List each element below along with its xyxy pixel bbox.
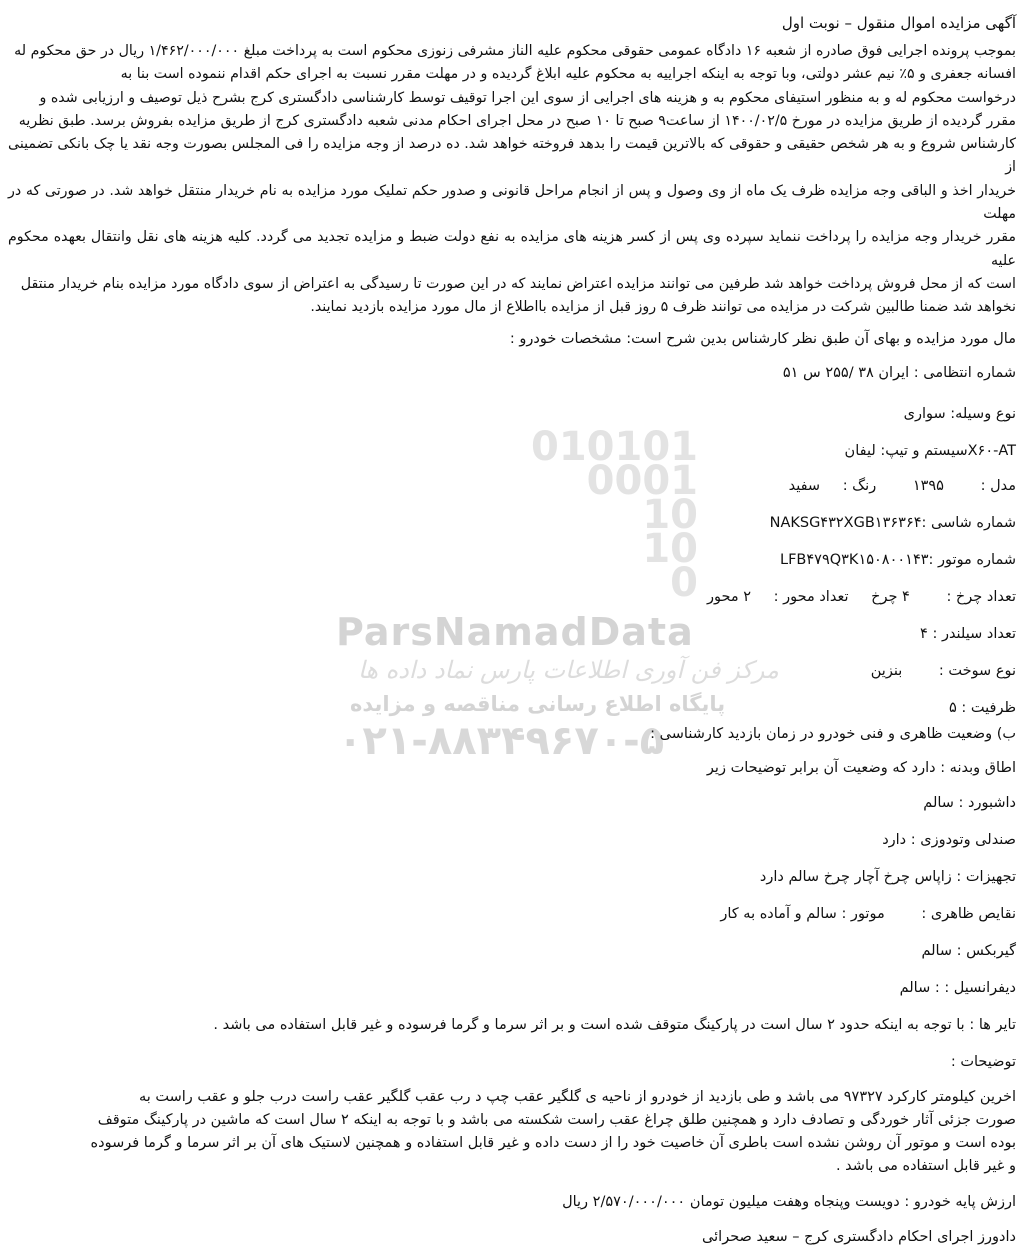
model-color: [8, 475, 1016, 498]
color-value: سفید: [788, 477, 821, 494]
notice-content: [8, 8, 1016, 1249]
watermark-digits-line: 0: [670, 560, 698, 606]
dashboard: داشبورد : سالم: [923, 794, 1016, 811]
system-label: سیستم و تیپ: لیفان: [844, 442, 968, 459]
cylinders: تعداد سیلندر : ۴: [920, 625, 1016, 642]
plate-number: شماره انتظامی : ایران ۳۸ /۲۵۵ س ۵۱: [782, 364, 1016, 381]
tires: تایر ها : با توجه به اینکه حدود ۲ سال است در پارکینگ متوقف شده است و بر اثر سرما و گرما فرسوده و غیر قابل استفاده می باشد .: [213, 1016, 1016, 1033]
seats: صندلی وتودوزی : دارد: [882, 831, 1016, 848]
property-intro: مال مورد مزایده و بهای آن طبق نظر کارشناس بدین شرح است: مشخصات خودرو :: [509, 330, 1016, 347]
notes-line: و غیر قابل استفاده می باشد .: [835, 1158, 1016, 1175]
body-line: مقرر گردیده از طریق مزایده در مورخ ۱۴۰۰/۰۲/۵ از ساعت۹ صبح تا ۱۰ صبح در محل اجرای احکام مدنی شعبه دادگستری کرج از طریق مزایده بفروش برسد. طبق نظریه: [18, 112, 1016, 129]
model-label: مدل :: [980, 477, 1016, 494]
wheels-axles: [8, 586, 1016, 609]
engine-number: [8, 549, 1016, 572]
body-line: است که از محل فروش پرداخت خواهد شد طرفین می توانند مزایده اعتراض نمایند که در این صورت تا رسیدگی به اعتراض از سوی دادگاه مورد مزایده بنام خریدار منتقل: [20, 275, 1016, 292]
gearbox: گیربکس : سالم: [921, 942, 1016, 959]
color-label: رنگ :: [842, 477, 877, 494]
base-value: ارزش پایه خودرو : دویست وپنجاه وهفت میلیون تومان ۲/۵۷۰/۰۰۰/۰۰۰ ریال: [562, 1193, 1016, 1210]
defects-engine: [8, 903, 1016, 926]
watermark-digits-line: 10: [642, 492, 698, 538]
body-line: کارشناس شروع و به هر شخص حقیقی و حقوقی که بالاترین قیمت را بدهد فروخته خواهد شد. ده درصد از وجه مزایده را فی المجلس بصورت وجه نقد یا چک بانکی تضمینی از: [8, 136, 1016, 176]
body-line: مقرر خریدار وجه مزایده را پرداخت ننماید سپرده وی پس از کسر هزینه های مزایده به نفع دولت ضبط و مزایده تجدید می گردد. کلیه هزینه های نقل وانتقال بعهده محکوم علیه: [8, 229, 1016, 269]
body-line: بموجب پرونده اجرایی فوق صادره از شعبه ۱۶ دادگاه عمومی حقوقی محکوم علیه الناز مشرفی زنوزی محکوم است به پرداخت مبلغ ۱/۴۶۲/۰۰۰/۰۰۰ ریال در حق محکوم له: [14, 43, 1016, 59]
notes-line: صورت جزئی آثار خوردگی و تصادف دارد و همچنین طلق چراغ عقب راست شکسته می باشد و با توجه به اینکه ۲ سال است که ماشین در پارکینگ متوقف: [97, 1111, 1016, 1128]
fuel-value: بنزین: [870, 662, 903, 679]
body-line: درخواست محکوم له و به منظور استیفای محکوم به و هزینه های اجرایی از سوی این اجرا توقیف توسط کارشناسی دادگستری کرج بشرح ذیل توصیف و ارزیابی شده و: [39, 89, 1016, 106]
defects-label: نقایص ظاهری :: [921, 905, 1016, 922]
engine-label: شماره موتور :: [928, 551, 1016, 568]
watermark-brand: ParsNamadData: [336, 610, 694, 654]
engine-condition: موتور : سالم و آماده به کار: [720, 905, 885, 922]
watermark-digits-line: 10: [642, 526, 698, 572]
watermark-phone: ۰۲۱-۸۸۳۴۹۶۷۰-۵: [338, 718, 665, 764]
vehicle-type: نوع وسیله: سواری: [903, 405, 1016, 422]
fuel-label: نوع سوخت :: [938, 662, 1016, 679]
body-line: افسانه جعفری و ۵٪ نیم عشر دولتی، وبا توجه به اینکه اجراییه به محکوم علیه ابلاغ گردیده و در مهلت مقرر نسبت به اجرای حکم اقدام ننموده است بنا به: [120, 66, 1016, 83]
differential: دیفرانسیل : : سالم: [899, 979, 1016, 996]
notice-title: آگهی مزایده اموال منقول – نوبت اول: [781, 14, 1016, 32]
chassis-number: [8, 512, 1016, 535]
watermark-tagline: مرکز فن آوری اطلاعات پارس نماد داده ها: [358, 656, 779, 684]
watermark-portal: پایگاه اطلاع رسانی مناقصه و مزایده: [350, 692, 726, 716]
watermark-digits-line: 0001: [586, 458, 698, 504]
system-type: [8, 440, 1016, 463]
model-value: ۱۳۹۵: [912, 477, 944, 494]
notes-line: بوده است و موتور آن روشن نشده است باطری آن خاصیت خود را از دست داده و غیر قابل استفاده و همچنین لاستیک های آن بر اثر سرما و گرما فرسوده: [90, 1135, 1016, 1152]
axles-label: تعداد محور :: [773, 588, 849, 605]
engine-value: LFB۴۷۹Q۳K۱۵۰۸۰۰۱۴۳: [780, 551, 929, 568]
notice-body: [8, 40, 1016, 320]
body-line: خریدار اخذ و الباقی وجه مزایده ظرف یک ماه از وی وصول و پس از انجام مراحل قانونی و صدور حکم تملیک مورد مزایده به نام خریدار منتقل خواهد شد. در صورتی که در مهلت: [8, 182, 1016, 223]
wheels-value: ۴ چرخ: [871, 588, 910, 605]
wheels-label: تعداد چرخ :: [946, 588, 1016, 605]
fuel-type: [8, 660, 1016, 683]
capacity: ظرفیت : ۵: [949, 699, 1016, 716]
notes-heading: توضیحات :: [950, 1053, 1016, 1070]
equipment: تجهیزات : زاپاس چرخ آچار چرخ سالم دارد: [759, 868, 1016, 885]
notes-body: [8, 1086, 1016, 1179]
body-line: نخواهد شد ضمنا طالبین شرکت در مزایده می توانند ظرف ۵ روز قبل از مزایده بااطلاع از مال مورد مزایده بازدید نمایند.: [310, 299, 1016, 316]
axles-value: ۲ محور: [706, 588, 752, 605]
chassis-label: شماره شاسی :: [921, 514, 1016, 531]
body-condition: اطاق وبدنه : دارد که وضعیت آن برابر توضیحات زیر: [706, 759, 1016, 776]
condition-heading: ب) وضعیت ظاهری و فنی خودرو در زمان بازدید کارشناسی :: [650, 725, 1016, 742]
notes-line: اخرین کیلومتر کارکرد ۹۷۳۲۷ می باشد و طی بازدید از خودرو از ناحیه ی گلگیر عقب چپ د رب عقب گلگیر عقب راست درب جلو و عقب راست به: [138, 1088, 1016, 1105]
chassis-value: NAKSG۴۳۲XGB۱۳۶۳۶۴: [769, 514, 922, 531]
watermark-digits-line: 010101: [531, 424, 698, 470]
system-code: X۶۰-AT: [967, 442, 1016, 459]
signature: دادورز اجرای احکام دادگستری کرج – سعید صحرائی: [702, 1228, 1016, 1245]
